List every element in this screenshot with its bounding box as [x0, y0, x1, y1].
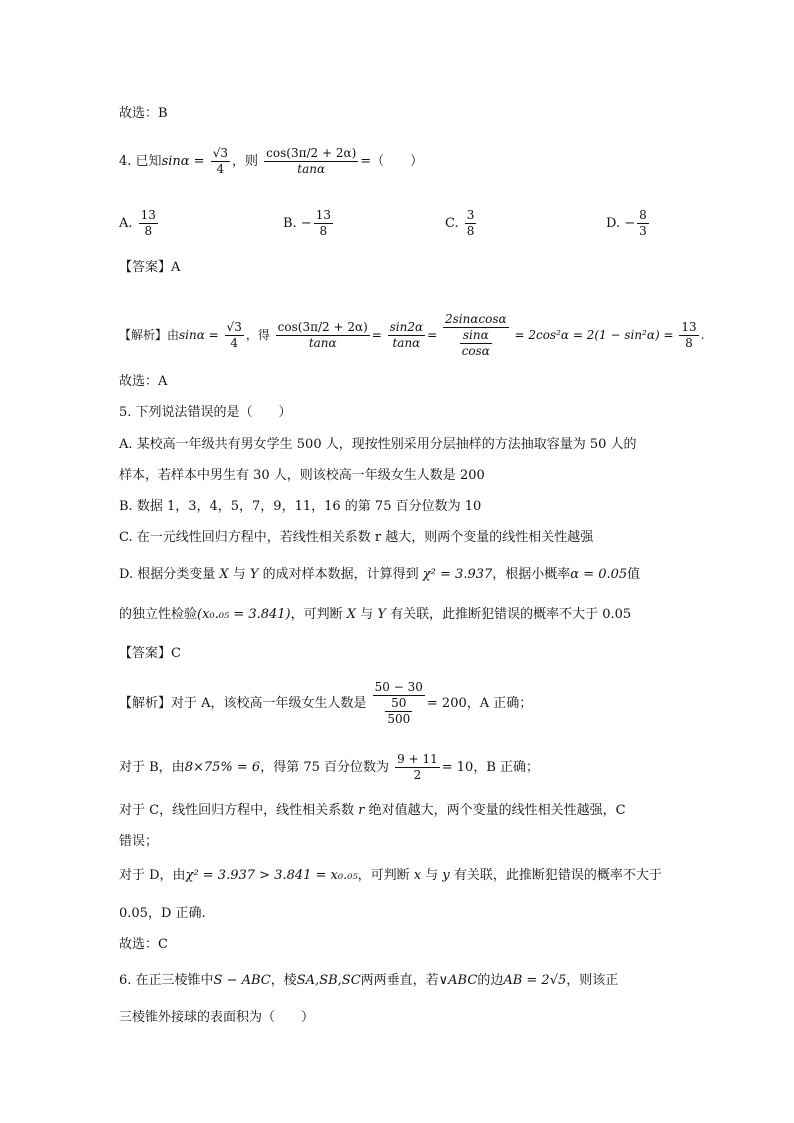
q5-analysis-d-line2: 0.05，D 正确.: [119, 906, 206, 921]
q5-analysis-a: 【解析】对于 A，该校高一年级女生人数是 $\frac{50 - 30}{\frac{50}{500}}$ = 200，A 正确；: [119, 680, 533, 726]
q5-answer: 【答案】C: [119, 646, 181, 661]
q4-choice: 故选：A: [119, 374, 168, 389]
q5-option-d-line1: D. 根据分类变量 X 与 Y 的成对样本数据，计算得到 χ² = 3.937，根据小概率α = 0.05值: [119, 567, 641, 582]
q5-option-a-line2: 样本，若样本中男生有 30 人，则该校高一年级女生人数是 200: [119, 468, 485, 483]
q5-analysis-c-line1: 对于 C，线性回归方程中，线性相关系数 r 绝对值越大，两个变量的线性相关性越强，C: [119, 803, 626, 818]
q4-answer: 【答案】A: [119, 260, 181, 275]
q4-option-c: C. $\frac{3}{8}$: [445, 208, 475, 238]
q5-analysis-d-line1: 对于 D，由χ² = 3.937 > 3.841 = x₀.₀₅，可判断 x 与 y 有关联，此推断犯错误的概率不大于: [119, 868, 662, 883]
question-6-line1: 6. 在正三棱锥中S − ABC，棱SA,SB,SC两两垂直，若∨ABC的边AB = 2√5，则该正: [119, 973, 619, 988]
q4-option-d: D. − $\frac{8}{3}$: [606, 208, 647, 238]
q5-analysis-c-line2: 错误；: [119, 834, 159, 849]
q5-option-d-line2: 的独立性检验(x₀.₀₅ = 3.841)，可判断 X 与 Y 有关联，此推断犯错误的概率不大于 0.05: [119, 607, 632, 622]
q5-option-a-line1: A. 某校高一年级共有男女学生 500 人，现按性别采用分层抽样的方法抽取容量为 50 人的: [119, 437, 637, 452]
question-5-title: 5. 下列说法错误的是（ ）: [119, 405, 292, 420]
prev-choice: 故选：B: [119, 106, 168, 121]
q5-option-b: B. 数据 1，3，4，5，7，9，11，16 的第 75 百分位数为 10: [119, 499, 482, 514]
q5-analysis-b: 对于 B，由8×75% = 6，得第 75 百分位数为 $\frac{9 + 11}{2}$ = 10，B 正确；: [119, 752, 539, 782]
q4-analysis: 【解析】由sinα = $\frac{√3}{4}$ ，得 $\frac{\cos(3\pi/2 + 2\alpha)}{\tan\alpha}$ = $\frac{\sin 2\alpha}{\tan\alpha}$ = $\frac{2\sin\alpha\cos\alpha}{\frac{\sin\alpha}{\cos\alpha}}$ = 2cos²α = 2(1 − sin²α) = $\frac{13}{8}$ .: [119, 312, 705, 358]
q4-option-b: B. − $\frac{13}{8}$: [283, 208, 332, 238]
question-6-line2: 三棱锥外接球的表面积为（ ）: [119, 1010, 315, 1025]
question-4-stem: 4. 已知sinα = $\frac{√3}{4}$ ，则 $\frac{\cos(3\pi/2 + 2\alpha)}{\tan\alpha}$ =（ ）: [119, 146, 424, 176]
q5-choice: 故选：C: [119, 937, 168, 952]
q5-option-c: C. 在一元线性回归方程中，若线性相关系数 r 越大，则两个变量的线性相关性越强: [119, 530, 594, 545]
q4-option-a: A. $\frac{13}{8}$: [119, 208, 156, 238]
